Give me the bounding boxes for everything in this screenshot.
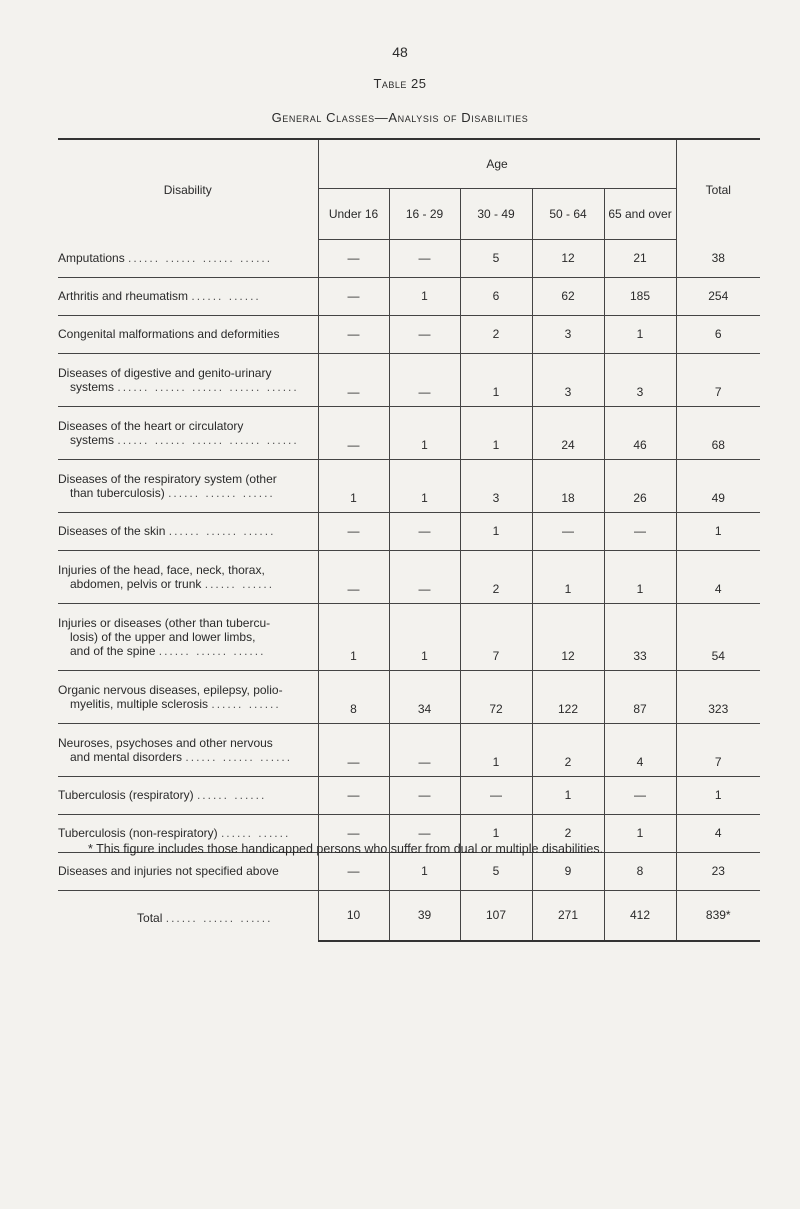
leader-dots: ...... ...... ......: [158, 643, 266, 658]
row-label-cell: [58, 776, 318, 814]
table-row: [58, 512, 760, 550]
row-label-cell: [58, 353, 318, 406]
row-total-cell: 1: [676, 776, 760, 814]
row-label-cell: [58, 723, 318, 776]
age-value-cell: 33: [604, 603, 676, 670]
leader-dots: ...... ...... ......: [165, 910, 273, 925]
age-group-header: 50 - 64: [532, 189, 604, 240]
age-value-cell: 3: [604, 353, 676, 406]
row-label: Tuberculosis (non-respiratory): [58, 826, 218, 840]
age-value-cell: 5: [460, 240, 532, 278]
row-label: Diseases of digestive and genito-urinary: [58, 365, 272, 380]
leader-dots: ...... ...... ......: [168, 524, 276, 538]
leader-dots: ...... ......: [204, 576, 275, 591]
row-total-cell: 1: [676, 512, 760, 550]
age-value-cell: —: [389, 723, 460, 776]
age-value-cell: —: [604, 512, 676, 550]
age-value-cell: 1: [389, 852, 460, 890]
age-value-cell: 87: [604, 670, 676, 723]
age-value-cell: 1: [532, 550, 604, 603]
age-value-cell: —: [389, 550, 460, 603]
age-value-cell: 1: [532, 776, 604, 814]
age-value-cell: 1: [318, 459, 389, 512]
age-value-cell: 1: [389, 406, 460, 459]
row-label-continuation: and mental disorders ...... ...... ......: [70, 749, 293, 764]
age-group-header: Under 16: [318, 189, 389, 240]
age-value-cell: 72: [460, 670, 532, 723]
table-row: [58, 277, 760, 315]
row-label: Organic nervous diseases, epilepsy, polio-: [58, 682, 283, 697]
age-value-cell: —: [318, 814, 389, 852]
age-value-cell: —: [460, 776, 532, 814]
age-value-cell: 62: [532, 277, 604, 315]
age-value-cell: —: [604, 776, 676, 814]
table-row: [58, 723, 760, 776]
row-label: Arthritis and rheumatism: [58, 289, 189, 303]
row-label-cell: [58, 670, 318, 723]
disabilities-table-container: [58, 138, 760, 942]
row-label: Congenital malformations and deformities: [58, 327, 280, 341]
row-label-continuation: myelitis, multiple sclerosis ...... ......: [70, 696, 281, 711]
row-label: Diseases of the heart or circulatory: [58, 418, 244, 433]
age-value-cell: 1: [604, 550, 676, 603]
total-value-cell: 271: [532, 890, 604, 941]
age-value-cell: 2: [460, 550, 532, 603]
disabilities-table: [58, 138, 760, 942]
age-value-cell: 3: [460, 459, 532, 512]
age-value-cell: 5: [460, 852, 532, 890]
age-value-cell: —: [318, 723, 389, 776]
age-value-cell: 7: [460, 603, 532, 670]
page-number: 48: [392, 44, 408, 60]
age-group-header: 30 - 49: [460, 189, 532, 240]
row-label-cell: [58, 512, 318, 550]
table-title: Table 25: [373, 76, 427, 91]
total-row: [58, 890, 760, 941]
age-value-cell: 2: [532, 723, 604, 776]
row-total-cell: 4: [676, 814, 760, 852]
age-value-cell: —: [389, 814, 460, 852]
age-value-cell: —: [389, 315, 460, 353]
age-value-cell: —: [318, 353, 389, 406]
table-row: [58, 670, 760, 723]
age-value-cell: 122: [532, 670, 604, 723]
row-label: Diseases and injuries not specified above: [58, 864, 279, 878]
age-value-cell: 8: [604, 852, 676, 890]
row-label: Diseases of the skin: [58, 524, 166, 538]
age-value-cell: 3: [532, 353, 604, 406]
age-value-cell: 1: [460, 353, 532, 406]
total-value-cell: 412: [604, 890, 676, 941]
table-row: [58, 550, 760, 603]
age-value-cell: 2: [532, 814, 604, 852]
row-label-cell: [58, 459, 318, 512]
age-value-cell: 1: [460, 406, 532, 459]
row-label-continuation: systems ...... ...... ...... ...... ......: [70, 379, 299, 394]
row-label-cell: [58, 550, 318, 603]
row-total-cell: 49: [676, 459, 760, 512]
footnote: * This figure includes those handicapped persons who suffer from dual or multiple disabilities.: [88, 842, 604, 856]
age-header: Age: [318, 139, 676, 189]
row-label-continuation: losis) of the upper and lower limbs,: [70, 629, 256, 644]
row-label-cell: [58, 277, 318, 315]
age-value-cell: —: [389, 512, 460, 550]
leader-dots: ...... ...... ...... ...... ......: [117, 379, 299, 394]
row-label: Neuroses, psychoses and other nervous: [58, 735, 273, 750]
age-value-cell: 34: [389, 670, 460, 723]
row-total-cell: 7: [676, 723, 760, 776]
row-label: Injuries or diseases (other than tubercu-: [58, 615, 271, 630]
total-header: Total: [676, 139, 760, 240]
age-value-cell: 1: [389, 603, 460, 670]
leader-dots: ...... ...... ......: [168, 485, 275, 500]
age-value-cell: 4: [604, 723, 676, 776]
row-total-cell: 323: [676, 670, 760, 723]
age-value-cell: —: [318, 406, 389, 459]
age-value-cell: —: [318, 512, 389, 550]
row-label-cell: [58, 315, 318, 353]
grand-total-cell: 839*: [676, 890, 760, 941]
table-subtitle: General Classes—Analysis of Disabilities: [271, 110, 529, 125]
row-label: Amputations: [58, 251, 125, 265]
age-value-cell: 1: [604, 315, 676, 353]
age-value-cell: 1: [389, 459, 460, 512]
age-value-cell: —: [318, 550, 389, 603]
row-label-continuation: abdomen, pelvis or trunk ...... ......: [70, 576, 275, 591]
table-row: [58, 459, 760, 512]
age-value-cell: 1: [318, 603, 389, 670]
age-value-cell: —: [318, 277, 389, 315]
table-row: [58, 603, 760, 670]
age-value-cell: —: [318, 240, 389, 278]
age-group-header: 65 and over: [604, 189, 676, 240]
age-value-cell: —: [318, 776, 389, 814]
row-label-cell: [58, 603, 318, 670]
leader-dots: ...... ......: [196, 788, 267, 802]
total-value-cell: 39: [389, 890, 460, 941]
leader-dots: ...... ...... ...... ......: [128, 251, 273, 265]
total-value-cell: 107: [460, 890, 532, 941]
row-total-cell: 7: [676, 353, 760, 406]
age-value-cell: —: [318, 315, 389, 353]
age-value-cell: —: [532, 512, 604, 550]
row-total-cell: 6: [676, 315, 760, 353]
total-label: Total: [137, 910, 163, 925]
disability-header: Disability: [58, 139, 318, 240]
age-value-cell: 6: [460, 277, 532, 315]
row-total-cell: 38: [676, 240, 760, 278]
leader-dots: ...... ......: [220, 826, 291, 840]
age-value-cell: 1: [604, 814, 676, 852]
age-value-cell: 24: [532, 406, 604, 459]
age-value-cell: 26: [604, 459, 676, 512]
age-value-cell: 1: [460, 814, 532, 852]
age-value-cell: 185: [604, 277, 676, 315]
row-label: Tuberculosis (respiratory): [58, 788, 194, 802]
total-label-cell: [58, 890, 318, 941]
row-label: Injuries of the head, face, neck, thorax,: [58, 562, 265, 577]
age-value-cell: 3: [532, 315, 604, 353]
age-value-cell: 1: [460, 512, 532, 550]
table-row: [58, 353, 760, 406]
table-row: [58, 776, 760, 814]
row-label-cell: [58, 852, 318, 890]
age-group-header: 16 - 29: [389, 189, 460, 240]
age-value-cell: 1: [389, 277, 460, 315]
age-value-cell: —: [389, 240, 460, 278]
row-label-cell: [58, 240, 318, 278]
age-value-cell: 1: [460, 723, 532, 776]
age-value-cell: 9: [532, 852, 604, 890]
age-value-cell: 2: [460, 315, 532, 353]
total-value-cell: 10: [318, 890, 389, 941]
row-total-cell: 23: [676, 852, 760, 890]
table-row: [58, 852, 760, 890]
leader-dots: ...... ......: [191, 289, 261, 303]
row-label-continuation: and of the spine ...... ...... ......: [70, 643, 266, 658]
table-row: [58, 406, 760, 459]
age-value-cell: 21: [604, 240, 676, 278]
age-value-cell: —: [318, 852, 389, 890]
age-value-cell: 12: [532, 240, 604, 278]
leader-dots: ...... ...... ......: [185, 749, 293, 764]
leader-dots: ...... ......: [211, 696, 281, 711]
table-row: [58, 240, 760, 278]
row-total-cell: 4: [676, 550, 760, 603]
row-total-cell: 68: [676, 406, 760, 459]
leader-dots: ...... ...... ...... ...... ......: [117, 432, 299, 447]
age-value-cell: —: [389, 776, 460, 814]
age-value-cell: 18: [532, 459, 604, 512]
age-value-cell: 8: [318, 670, 389, 723]
row-total-cell: 254: [676, 277, 760, 315]
row-total-cell: 54: [676, 603, 760, 670]
age-value-cell: 12: [532, 603, 604, 670]
row-label-continuation: systems ...... ...... ...... ...... ......: [70, 432, 299, 447]
age-value-cell: 46: [604, 406, 676, 459]
row-label-cell: [58, 406, 318, 459]
row-label: Diseases of the respiratory system (other: [58, 471, 277, 486]
row-label-continuation: than tuberculosis) ...... ...... ......: [70, 485, 275, 500]
table-body: [58, 240, 760, 941]
age-value-cell: —: [389, 353, 460, 406]
table-row: [58, 315, 760, 353]
